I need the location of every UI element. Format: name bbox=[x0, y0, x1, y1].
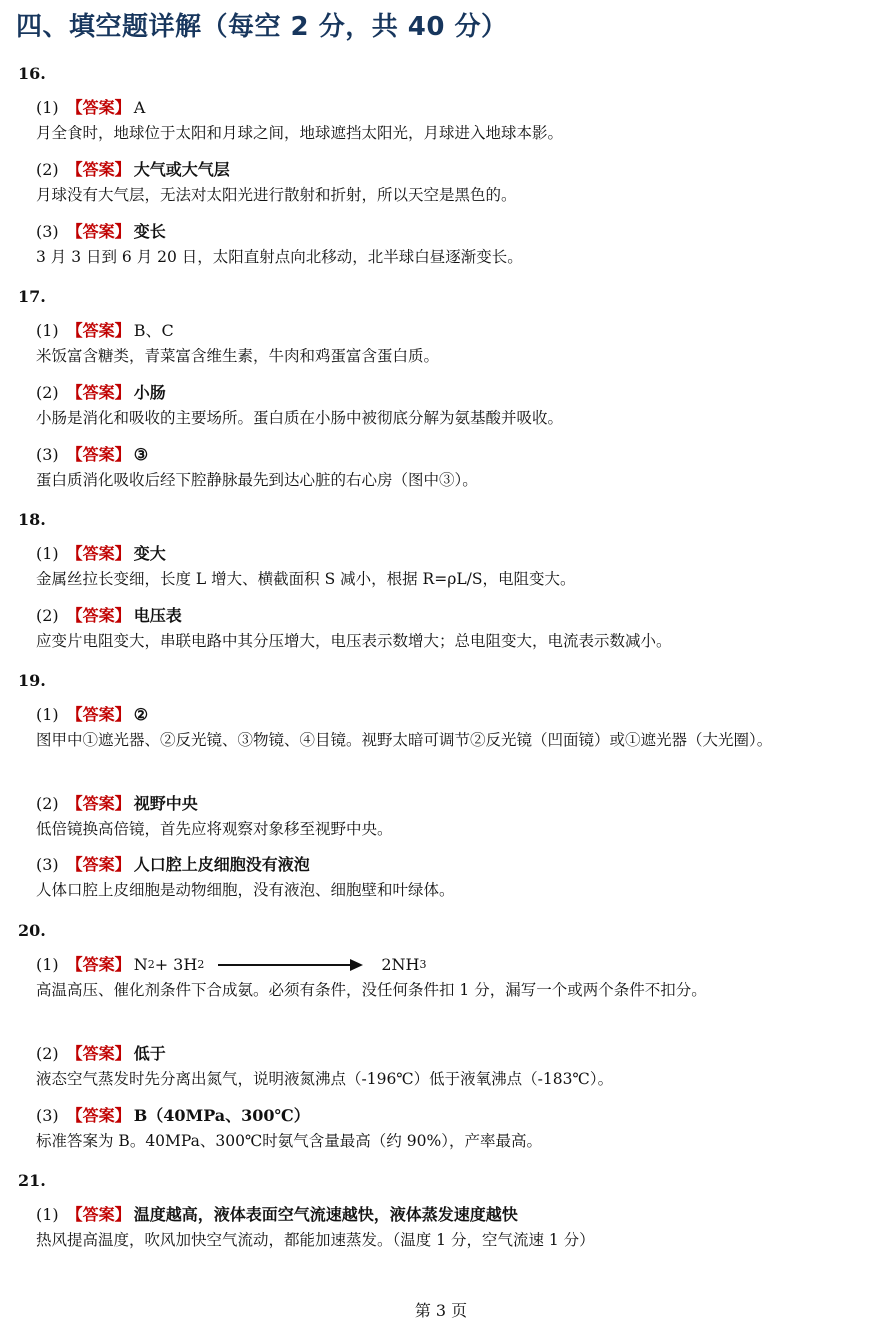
answer-value: 低于 bbox=[133, 1044, 166, 1063]
chemical-equation bbox=[134, 955, 427, 974]
answer-tag: 【答案】 bbox=[66, 321, 131, 340]
part-label: (3) bbox=[36, 1106, 59, 1125]
answer-tag: 【答案】 bbox=[66, 855, 131, 874]
answer-value: ③ bbox=[133, 445, 149, 464]
answer-line bbox=[36, 852, 310, 875]
subscript: 3 bbox=[419, 958, 427, 971]
answer-value: 小肠 bbox=[133, 383, 166, 402]
explanation: 金属丝拉长变细，长度 L 增大、横截面积 S 减小，根据 R=ρL/S，电阻变大。 bbox=[36, 570, 576, 588]
answer-line bbox=[36, 1202, 518, 1225]
part-label: (1) bbox=[36, 705, 59, 724]
explanation: 图甲中①遮光器、②反光镜、③物镜、④目镜。视野太暗可调节②反光镜（凹面镜）或①遮光器（大光圈）。 bbox=[36, 731, 773, 749]
answer-tag: 【答案】 bbox=[66, 794, 131, 813]
answer-tag: 【答案】 bbox=[66, 160, 131, 179]
answer-value: 温度越高，液体表面空气流速越快，液体蒸发速度越快 bbox=[133, 1205, 518, 1224]
explanation: 高温高压、催化剂条件下合成氨。必须有条件，没任何条件扣 1 分，漏写一个或两个条件不扣分。 bbox=[36, 981, 707, 999]
answer-line bbox=[36, 1041, 166, 1064]
question-number: 19. bbox=[18, 671, 46, 690]
explanation: 热风提高温度，吹风加快空气流动，都能加速蒸发。（温度 1 分，空气流速 1 分） bbox=[36, 1231, 595, 1249]
answer-value: 视野中央 bbox=[133, 794, 198, 813]
answer-tag: 【答案】 bbox=[66, 1106, 131, 1125]
answer-tag: 【答案】 bbox=[66, 544, 131, 563]
answer-tag: 【答案】 bbox=[66, 705, 131, 724]
answer-line bbox=[36, 603, 182, 626]
answer-line bbox=[36, 157, 230, 180]
question-number: 17. bbox=[18, 287, 46, 306]
answer-value: 变大 bbox=[133, 544, 166, 563]
answer-tag: 【答案】 bbox=[66, 445, 131, 464]
answer-line bbox=[36, 791, 198, 814]
answer-tag: 【答案】 bbox=[66, 606, 131, 625]
reactant-nitrogen: N bbox=[133, 955, 148, 974]
part-label: (3) bbox=[36, 445, 59, 464]
explanation: 蛋白质消化吸收后经下腔静脉最先到达心脏的右心房（图中③）。 bbox=[36, 471, 478, 489]
subscript: 2 bbox=[197, 958, 205, 971]
answer-value: B（40MPa、300℃） bbox=[133, 1106, 310, 1125]
answer-line bbox=[36, 1103, 310, 1126]
part-label: (2) bbox=[36, 383, 59, 402]
explanation: 3 月 3 日到 6 月 20 日，太阳直射点向北移动，北半球白昼逐渐变长。 bbox=[36, 248, 523, 266]
explanation: 低倍镜换高倍镜，首先应将观察对象移至视野中央。 bbox=[36, 820, 393, 838]
explanation: 米饭富含糖类，青菜富含维生素，牛肉和鸡蛋富含蛋白质。 bbox=[36, 347, 440, 365]
part-label: (2) bbox=[36, 160, 59, 179]
part-label: (2) bbox=[36, 794, 59, 813]
explanation: 液态空气蒸发时先分离出氮气，说明液氮沸点（-196℃）低于液氧沸点（-183℃）。 bbox=[36, 1070, 614, 1088]
part-label: (2) bbox=[36, 606, 59, 625]
answer-value: 大气或大气层 bbox=[133, 160, 230, 179]
answer-value: 电压表 bbox=[133, 606, 182, 625]
question-number: 18. bbox=[18, 510, 46, 529]
part-label: (3) bbox=[36, 222, 59, 241]
explanation: 人体口腔上皮细胞是动物细胞，没有液泡、细胞壁和叶绿体。 bbox=[36, 881, 455, 899]
part-label: (2) bbox=[36, 1044, 59, 1063]
answer-tag: 【答案】 bbox=[66, 1044, 131, 1063]
answer-tag: 【答案】 bbox=[66, 383, 131, 402]
question-number: 16. bbox=[18, 64, 46, 83]
explanation: 月全食时，地球位于太阳和月球之间，地球遮挡太阳光，月球进入地球本影。 bbox=[36, 124, 564, 142]
question-number: 20. bbox=[18, 921, 46, 940]
part-label: (1) bbox=[36, 544, 59, 563]
explanation: 月球没有大气层，无法对太阳光进行散射和折射，所以天空是黑色的。 bbox=[36, 186, 517, 204]
part-label: (1) bbox=[36, 321, 59, 340]
explanation: 标准答案为 B。40MPa、300℃时氨气含量最高（约 90%），产率最高。 bbox=[36, 1132, 542, 1150]
answer-line bbox=[36, 541, 166, 564]
answer-tag: 【答案】 bbox=[66, 955, 131, 974]
answer-line bbox=[36, 952, 426, 975]
question-number: 21. bbox=[18, 1171, 46, 1190]
part-label: (1) bbox=[36, 1205, 59, 1224]
answer-line bbox=[36, 318, 174, 341]
reactant-hydrogen: + 3H bbox=[154, 955, 198, 974]
answer-tag: 【答案】 bbox=[66, 98, 131, 117]
answer-line bbox=[36, 95, 145, 118]
answer-tag: 【答案】 bbox=[66, 1205, 131, 1224]
explanation: 小肠是消化和吸收的主要场所。蛋白质在小肠中被彻底分解为氨基酸并吸收。 bbox=[36, 409, 564, 427]
answer-line bbox=[36, 219, 166, 242]
section-title: 四、填空题详解（每空 2 分，共 40 分） bbox=[16, 12, 508, 42]
explanation: 应变片电阻变大，串联电路中其分压增大，电压表示数增大；总电阻变大，电流表示数减小。 bbox=[36, 632, 672, 650]
answer-line bbox=[36, 702, 148, 725]
answer-value: 人口腔上皮细胞没有液泡 bbox=[133, 855, 310, 874]
part-label: (3) bbox=[36, 855, 59, 874]
answer-value: A bbox=[133, 98, 146, 117]
answer-line bbox=[36, 442, 148, 465]
part-label: (1) bbox=[36, 98, 59, 117]
reaction-arrow-icon bbox=[218, 960, 363, 970]
answer-line bbox=[36, 380, 166, 403]
page-number: 第 3 页 bbox=[414, 1301, 468, 1320]
product-ammonia: 2NH bbox=[381, 955, 420, 974]
answer-value: B、C bbox=[133, 321, 174, 340]
subscript: 2 bbox=[147, 958, 155, 971]
part-label: (1) bbox=[36, 955, 59, 974]
answer-value: ② bbox=[133, 705, 149, 724]
answer-tag: 【答案】 bbox=[66, 222, 131, 241]
answer-value: 变长 bbox=[133, 222, 166, 241]
